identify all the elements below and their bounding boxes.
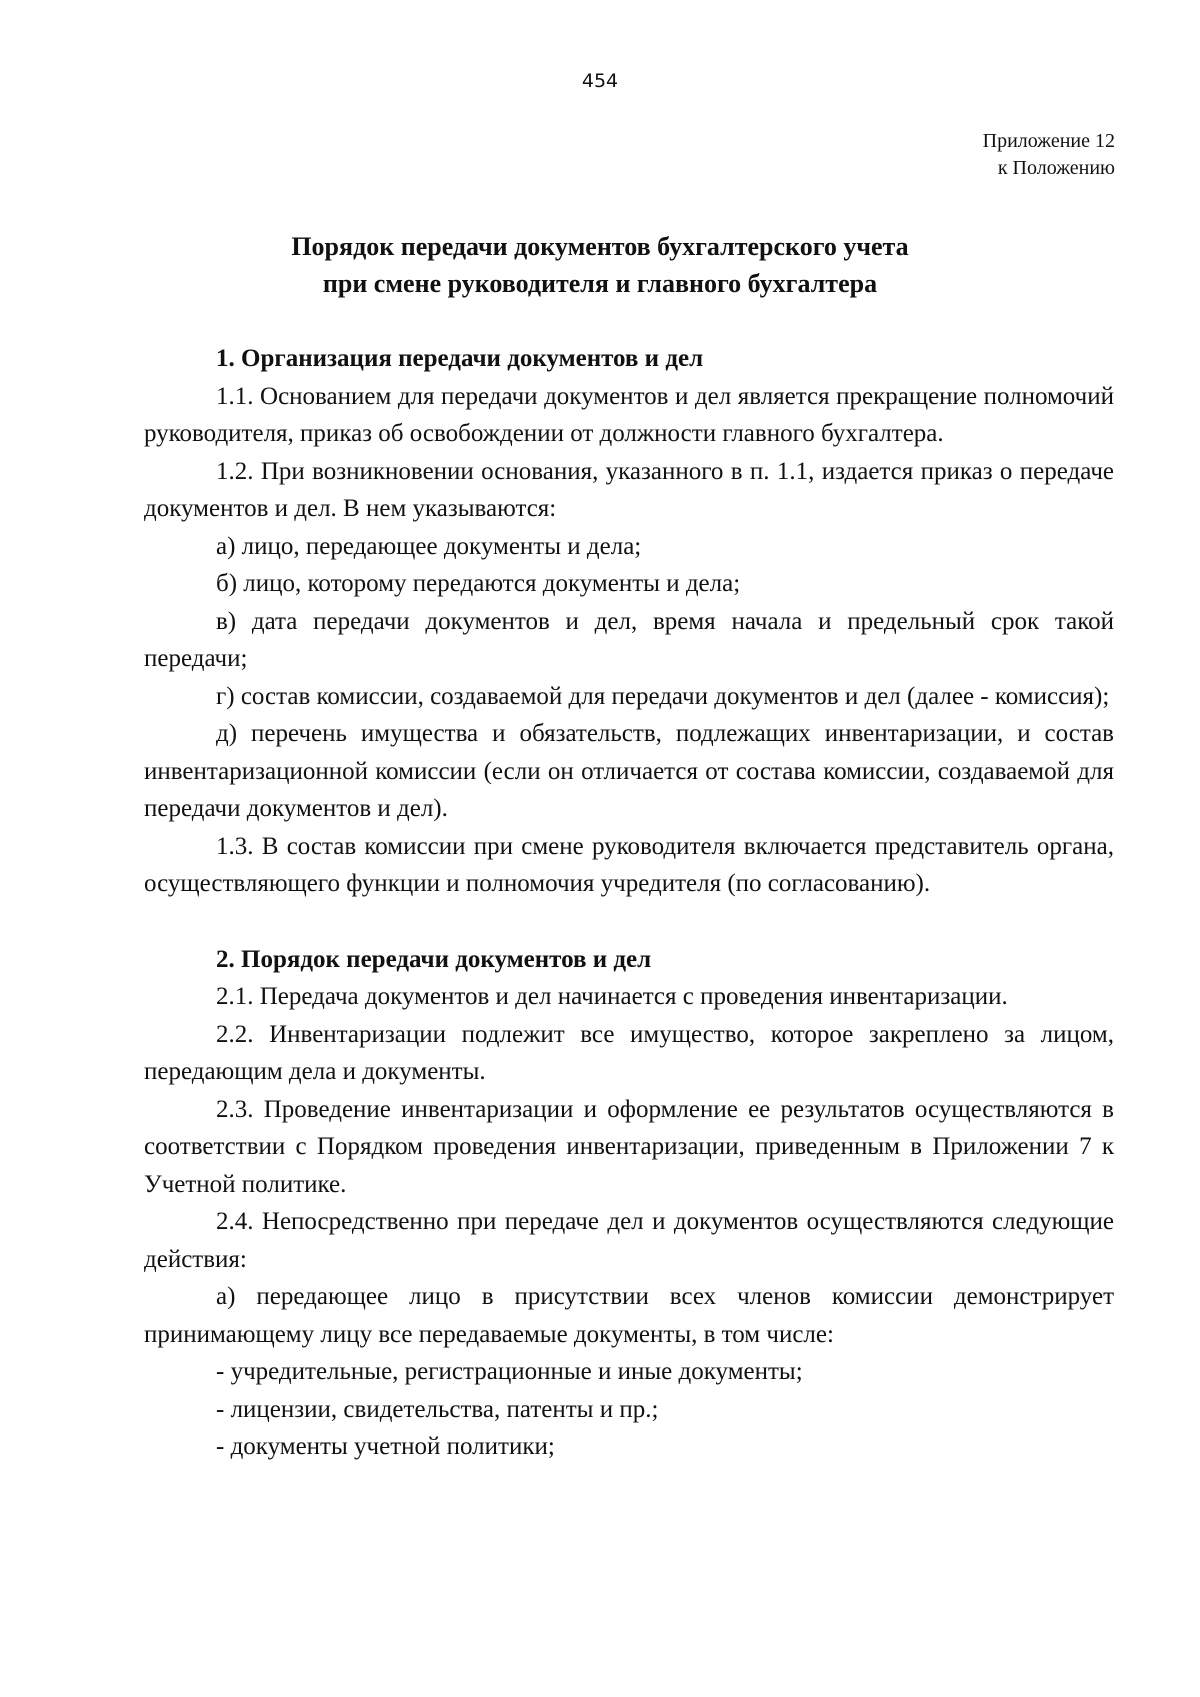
paragraph-2-2: 2.2. Инвентаризации подлежит все имущество, которое закреплено за лицом, передающим дела и документы. <box>144 1020 1114 1085</box>
section-1 <box>144 340 1114 903</box>
list-item-d: д) перечень имущества и обязательств, подлежащих инвентаризации, и состав инвентаризационной комиссии (если он отличается от состава комиссии, создаваемой для передачи документов и дел). <box>144 720 1114 822</box>
document-body <box>144 340 1114 1466</box>
paragraph-1-1: 1.1. Основанием для передачи документов и дел является прекращение полномочий руководителя, приказ об освобождении от должности главного бухгалтера. <box>144 382 1114 447</box>
appendix-line-1: Приложение 12 <box>982 130 1115 152</box>
section-2 <box>144 941 1114 1466</box>
list-item-v: в) дата передачи документов и дел, время начала и предельный срок такой передачи; <box>144 607 1114 672</box>
bullet-item-2: - лицензии, свидетельства, патенты и пр.; <box>216 1395 659 1423</box>
document-title-line-2: при смене руководителя и главного бухгалтера <box>322 269 878 298</box>
document-title <box>0 228 1200 302</box>
paragraph-1-2: 1.2. При возникновении основания, указанного в п. 1.1, издается приказ о передаче документов и дел. В нем указываются: <box>144 457 1114 522</box>
list-item-b: б) лицо, которому передаются документы и дела; <box>216 570 741 597</box>
paragraph-2-1: 2.1. Передача документов и дел начинается с проведения инвентаризации. <box>216 983 1008 1010</box>
list-item-a: а) лицо, передающее документы и дела; <box>216 532 642 560</box>
section-spacer <box>144 903 1114 941</box>
paragraph-2-3: 2.3. Проведение инвентаризации и оформление ее результатов осуществляются в соответствии с Порядком проведения инвентаризации, приведенным в Приложении 7 к Учетной политике. <box>144 1095 1114 1198</box>
list-item-g: г) состав комиссии, создаваемой для передачи документов и дел (далее - комиссия); <box>216 682 1110 710</box>
document-title-line-1: Порядок передачи документов бухгалтерского учета <box>291 232 909 261</box>
appendix-line-2: к Положению <box>997 157 1115 179</box>
page-number: 454 <box>581 70 619 92</box>
section-1-heading: 1. Организация передачи документов и дел <box>216 345 704 372</box>
paragraph-2-4: 2.4. Непосредственно при передаче дел и документов осуществляются следующие действия: <box>144 1208 1114 1273</box>
appendix-reference <box>983 128 1115 182</box>
list-item-a-2: а) передающее лицо в присутствии всех членов комиссии демонстрирует принимающему лицу все передаваемые документы, в том числе: <box>144 1283 1114 1348</box>
bullet-item-3: - документы учетной политики; <box>216 1433 555 1460</box>
paragraph-1-3: 1.3. В состав комиссии при смене руководителя включается представитель органа, осуществляющего функции и полномочия учредителя (по согласованию). <box>144 832 1114 897</box>
bullet-item-1: - учредительные, регистрационные и иные документы; <box>216 1358 803 1385</box>
section-2-heading: 2. Порядок передачи документов и дел <box>216 945 652 973</box>
